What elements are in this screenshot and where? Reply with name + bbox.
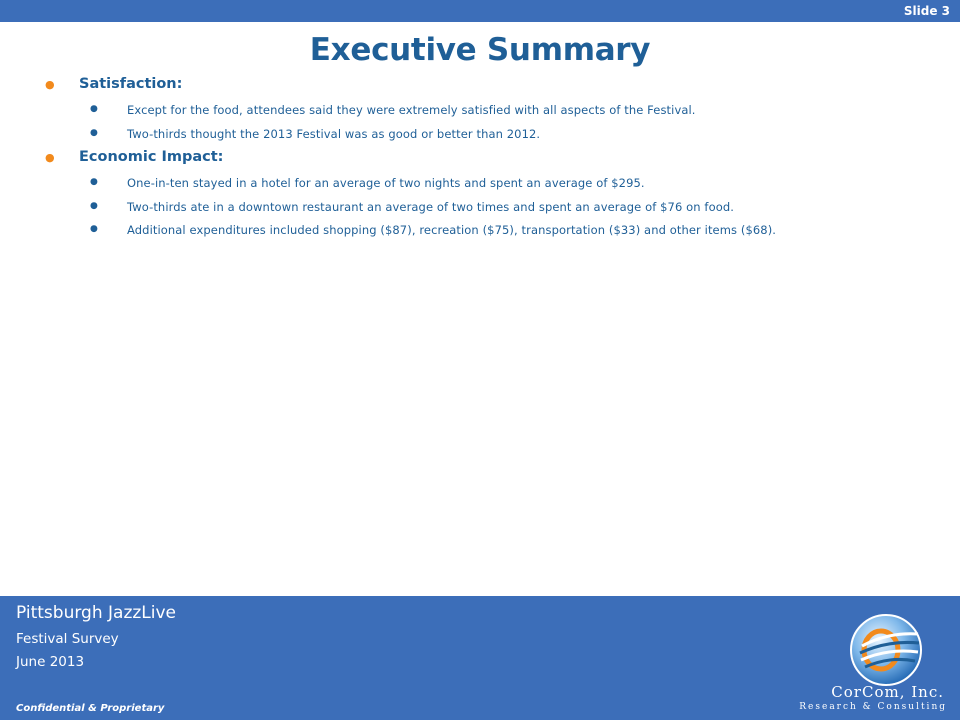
list-item-text: Two-thirds ate in a downtown restaurant an average of two times and spent an average of $76 on food.	[127, 199, 734, 214]
list-item-text: Additional expenditures included shopping ($87), recreation ($75), transportation ($33) and other items ($68).	[127, 223, 777, 237]
logo-tagline: Research & Consulting	[799, 702, 947, 712]
list-item	[0, 195, 960, 219]
summary-content	[0, 76, 960, 242]
bullet-icon: ●	[90, 200, 98, 211]
bullet-icon: ●	[90, 224, 98, 234]
footer-date: June 2013	[16, 654, 85, 670]
section-economic-impact	[0, 149, 960, 242]
list-item-text: Two-thirds thought the 2013 Festival was as good or better than 2012.	[127, 126, 541, 141]
list-item-text: One-in-ten stayed in a hotel for an average of two nights and spent an average of $295.	[127, 176, 645, 190]
section-heading-row	[0, 149, 960, 171]
bullet-icon: ●	[90, 177, 98, 187]
confidential-notice: Confidential & Proprietary	[16, 703, 165, 714]
footer-title: Pittsburgh JazzLive	[16, 603, 177, 623]
bullet-icon: ●	[90, 104, 98, 114]
slide-number: Slide 3	[903, 4, 950, 18]
section-heading: Satisfaction:	[79, 76, 183, 92]
list-item	[0, 98, 960, 122]
orange-bullet-icon: ●	[45, 151, 55, 164]
orange-bullet-icon: ●	[45, 78, 55, 91]
section-heading: Economic Impact:	[79, 149, 224, 165]
list-item-text: Except for the food, attendees said they were extremely satisfied with all aspects of the Festival.	[127, 103, 696, 117]
section-satisfaction	[0, 76, 960, 145]
list-item	[0, 122, 960, 146]
footer-subtitle: Festival Survey	[16, 631, 119, 647]
list-item	[0, 218, 960, 242]
top-bar	[0, 0, 960, 22]
corcom-globe-icon	[848, 612, 924, 688]
list-item	[0, 171, 960, 195]
slide-title: Executive Summary	[309, 32, 651, 68]
section-heading-row	[0, 76, 960, 98]
bullet-icon: ●	[90, 127, 98, 138]
logo-name: CorCom, Inc.	[831, 683, 944, 701]
